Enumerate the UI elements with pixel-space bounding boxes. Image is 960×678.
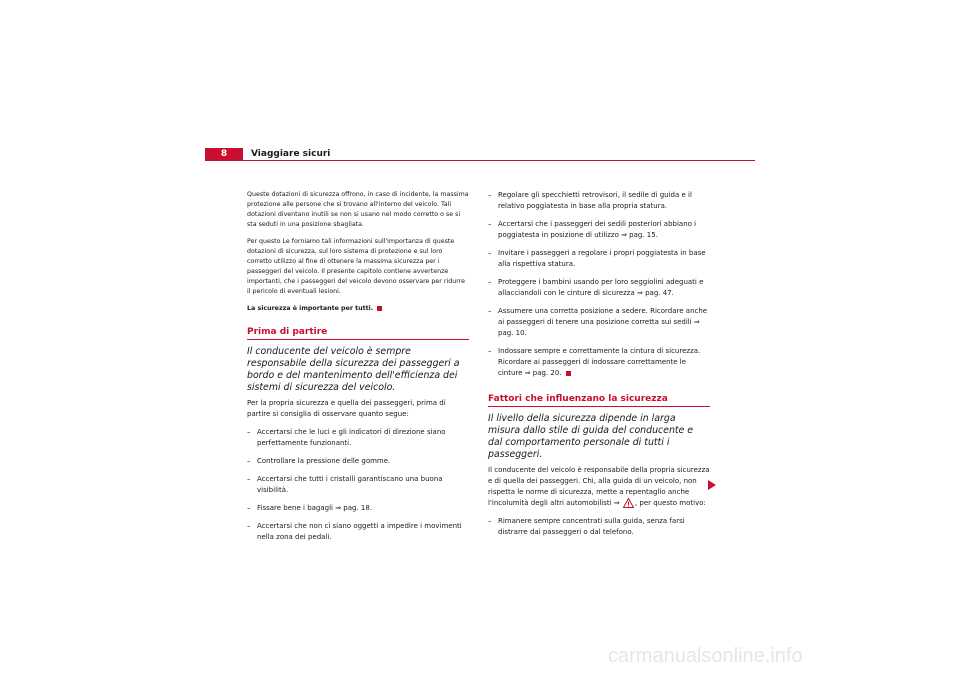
end-of-section-icon xyxy=(566,371,571,376)
checklist-safety xyxy=(488,516,710,538)
section-lead: Il livello della sicurezza dipende in larga misura dallo stile di guida del conducente e dal comportamento personale di tutti i passeggeri. xyxy=(488,413,694,460)
list-item: – Assumere una corretta posizione a sedere. Ricordare anche ai passeggeri di tenere una posizione corretta sui sedili ⇒ pag. 10. xyxy=(488,306,710,339)
watermark: carmanualsonline.info xyxy=(608,645,803,667)
section-lead: Il conducente del veicolo è sempre responsabile della sicurezza dei passeggeri a bordo e del mantenimento dell'efficienza dei sistemi di sicurezza del veicolo. xyxy=(247,346,460,393)
list-item: – Accertarsi che le luci e gli indicatori di direzione siano perfettamente funzionanti. xyxy=(247,427,469,449)
list-item: – Regolare gli specchietti retrovisori, il sedile di guida e il relativo poggiatesta in base alla propria statura. xyxy=(488,190,710,212)
list-item: – Rimanere sempre concentrati sulla guida, senza farsi distrarre dai passeggeri o dal telefono. xyxy=(488,516,710,538)
checklist xyxy=(247,427,469,543)
continue-arrow-icon xyxy=(708,480,716,490)
section-body xyxy=(488,465,710,509)
left-column xyxy=(247,190,469,550)
list-item: – Accertarsi che non ci siano oggetti a impedire i movimenti nella zona dei pedali. xyxy=(247,521,469,543)
list-item-text: Indossare sempre e correttamente la cintura di sicurezza. Ricordare ai passeggeri di indossare correttamente le cinture ⇒ pag. 20. xyxy=(498,347,701,377)
list-item: – Invitare i passeggeri a regolare i propri poggiatesta in base alla rispettiva statura. xyxy=(488,248,710,270)
warning-icon xyxy=(623,498,634,508)
section-body: Per la propria sicurezza e quella dei passeggeri, prima di partire si consiglia di osservare quanto segue: xyxy=(247,399,446,418)
page-number: 8 xyxy=(205,148,243,161)
intro-paragraph-3-text: La sicurezza è importante per tutti. xyxy=(247,305,374,312)
end-of-section-icon xyxy=(377,306,382,311)
intro-paragraph-3 xyxy=(247,304,469,314)
list-item: – Accertarsi che i passeggeri dei sedili posteriori abbiano i poggiatesta in posizione di utilizzo ⇒ pag. 15. xyxy=(488,219,710,241)
list-item xyxy=(488,346,710,379)
list-item: – Fissare bene i bagagli ⇒ pag. 18. xyxy=(247,503,469,514)
list-item: – Proteggere i bambini usando per loro seggiolini adeguati e allacciandoli con le cinture di sicurezza ⇒ pag. 47. xyxy=(488,277,710,299)
section-title-prima-di-partire: Prima di partire xyxy=(247,326,469,340)
section-body-text-end: , per questo motivo: xyxy=(634,499,706,507)
intro-paragraph-2: Per questo Le forniamo tali informazioni sull'importanza di queste dotazioni di sicurezza, sul loro sistema di protezione e sul loro corretto utilizzo al fine di ottenere la massima sicurezza per i passeggeri del veicolo. Il presente capitolo contiene avvertenze importanti, che i passeggeri del veicolo devono osservare per ridurre il pericolo di eventuali lesioni. xyxy=(247,238,466,295)
section-title-fattori: Fattori che influenzano la sicurezza xyxy=(488,393,710,407)
header-rule xyxy=(205,160,755,161)
checklist-continued xyxy=(488,190,710,379)
intro-paragraph-1: Queste dotazioni di sicurezza offrono, in caso di incidente, la massima protezione alle persone che si trovano all'interno del veicolo. Tali dotazioni diventano inutili se non si usano nel modo corretto o se si sta seduti in una posizione sbagliata. xyxy=(247,191,469,228)
list-item: – Controllare la pressione delle gomme. xyxy=(247,456,469,467)
list-item: – Accertarsi che tutti i cristalli garantiscano una buona visibilità. xyxy=(247,474,469,496)
right-column xyxy=(488,190,710,545)
section-body-text: Il conducente del veicolo è responsabile della propria sicurezza e di quella dei passeggeri. Chi, alla guida di un veicolo, non rispetta le norme di sicurezza, mette a repentaglio anche l'incolumità degli altri automobilisti ⇒ xyxy=(488,466,710,507)
chapter-title: Viaggiare sicuri xyxy=(251,149,331,159)
